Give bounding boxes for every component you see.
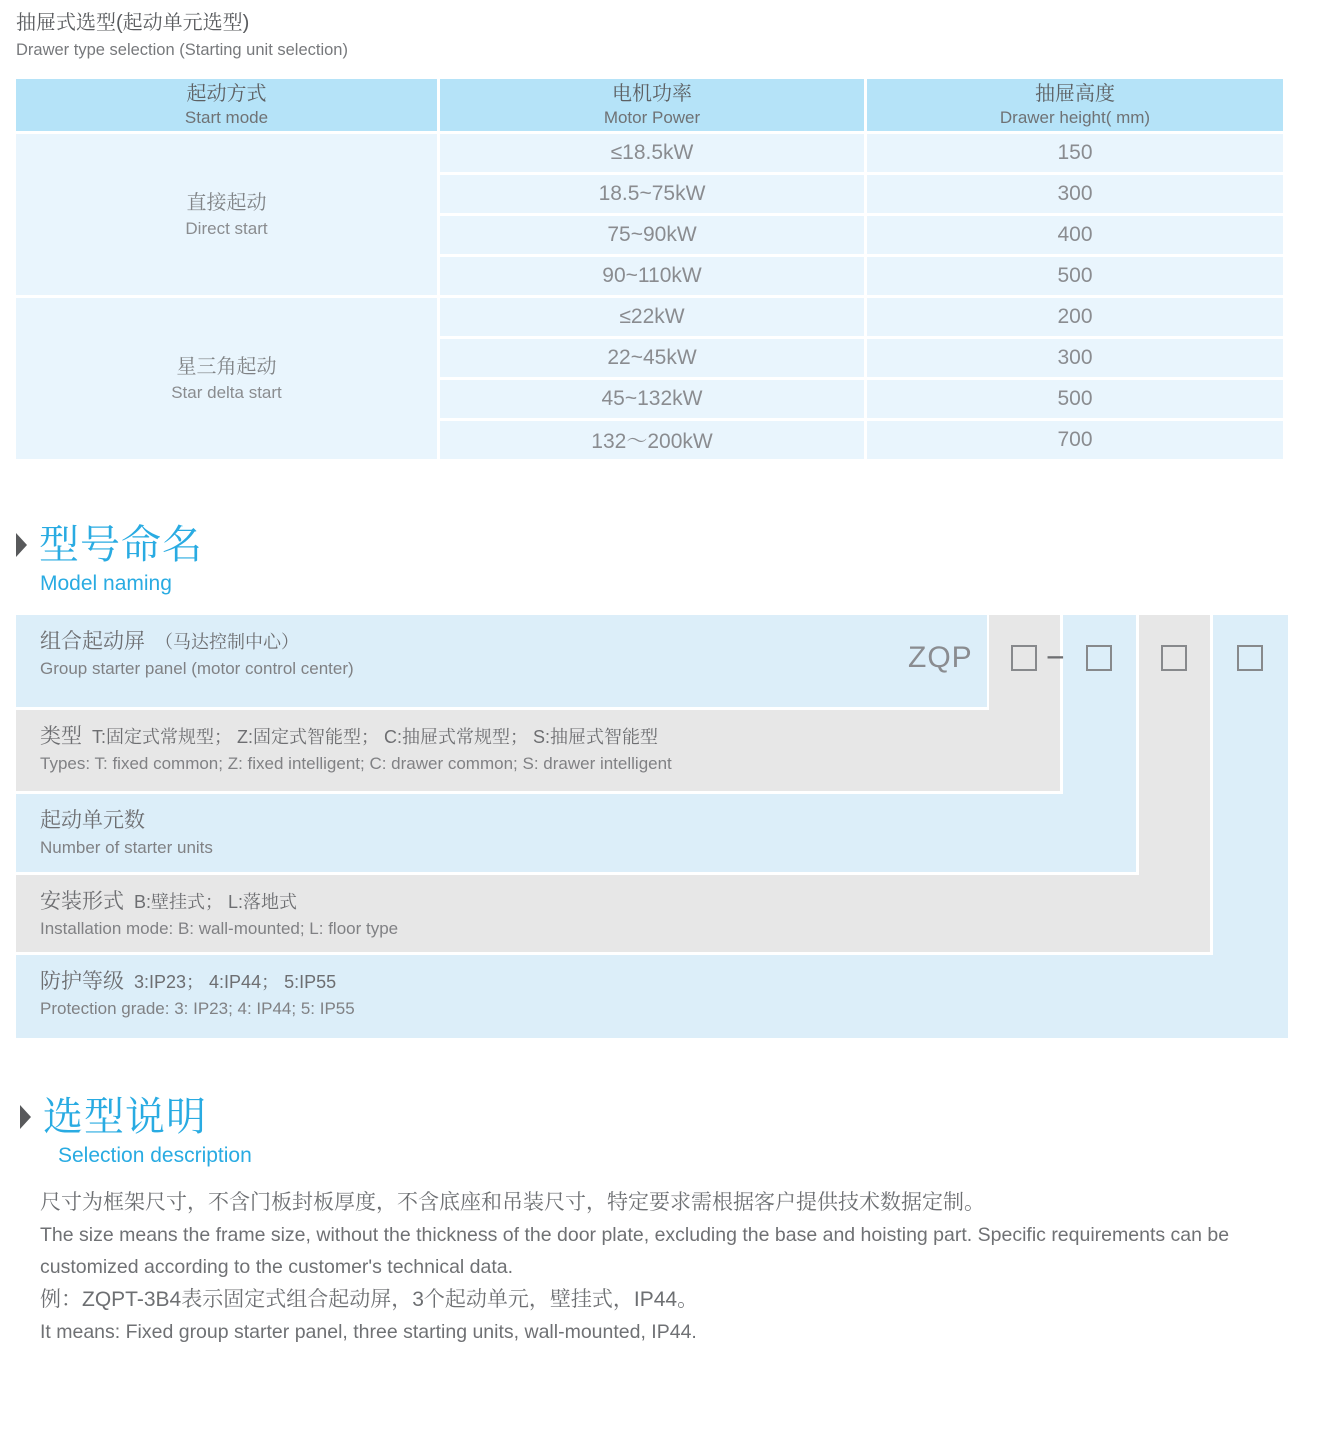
drawer-height-cell: 700 bbox=[867, 421, 1283, 459]
drawer-height-cell: 400 bbox=[867, 216, 1283, 254]
description-paragraph: It means: Fixed group starter panel, three starting units, wall-mounted, IP44. bbox=[40, 1321, 697, 1343]
motor-power-cell: 75~90kW bbox=[440, 216, 864, 254]
diagram-row-types bbox=[16, 710, 1060, 791]
header-motor-power: 电机功率 Motor Power bbox=[440, 79, 864, 131]
drawer-height-cell: 500 bbox=[867, 380, 1283, 418]
model-naming-diagram bbox=[16, 615, 1288, 1038]
selection-description-heading bbox=[20, 1094, 252, 1170]
diagram-row-installation-mode bbox=[16, 875, 1210, 952]
row-label-en: Number of starter units bbox=[40, 838, 213, 857]
drawer-height-cell: 500 bbox=[867, 257, 1283, 295]
section-title-en: Model naming bbox=[40, 572, 172, 595]
model-code-box-icon bbox=[1161, 645, 1187, 671]
row-label-zh: 安装形式 bbox=[40, 890, 124, 913]
row-label-zh-sub: （马达控制中心） bbox=[155, 632, 299, 652]
row-label-zh: 防护等级 bbox=[40, 970, 124, 993]
model-prefix: ZQP bbox=[908, 641, 973, 674]
drawer-selection-table bbox=[13, 76, 1286, 462]
drawer-height-cell: 200 bbox=[867, 298, 1283, 336]
motor-power-cell: ≤18.5kW bbox=[440, 134, 864, 172]
start-mode-direct-cell: 直接起动 Direct start bbox=[16, 134, 437, 295]
row-label-en: Group starter panel (motor control center) bbox=[40, 659, 354, 678]
drawer-height-cell: 150 bbox=[867, 134, 1283, 172]
model-code-box-icon bbox=[1011, 645, 1037, 671]
model-code-dash: − bbox=[1046, 639, 1065, 675]
row-label-zh: 起动单元数 bbox=[40, 809, 145, 832]
motor-power-cell: 22~45kW bbox=[440, 339, 864, 377]
row-label-en: Installation mode: B: wall-mounted; L: floor type bbox=[40, 919, 399, 938]
section-marker-icon bbox=[16, 533, 27, 557]
row-label-zh-sub: T:固定式常规型； Z:固定式智能型； C:抽屉式常规型； S:抽屉式智能型 bbox=[92, 727, 659, 747]
section-title-zh: 选型说明 bbox=[43, 1095, 207, 1139]
drawer-height-cell: 300 bbox=[867, 175, 1283, 213]
row-label-zh-sub: 3:IP23； 4:IP44； 5:IP55 bbox=[134, 972, 337, 992]
start-mode-star-delta-cell: 星三角起动 Star delta start bbox=[16, 298, 437, 459]
row-label-en: Protection grade: 3: IP23; 4: IP44; 5: IP55 bbox=[40, 999, 355, 1018]
section-title-zh: 型号命名 bbox=[39, 523, 203, 567]
description-paragraph: 尺寸为框架尺寸，不含门板封板厚度，不含底座和吊装尺寸，特定要求需根据客户提供技术数据定制。 bbox=[40, 1191, 985, 1214]
section-marker-icon bbox=[20, 1105, 31, 1129]
row-label-en: Types: T: fixed common; Z: fixed intelligent; C: drawer common; S: drawer intelligent bbox=[40, 754, 672, 773]
table-row bbox=[16, 134, 1283, 172]
motor-power-cell: 90~110kW bbox=[440, 257, 864, 295]
motor-power-cell: 18.5~75kW bbox=[440, 175, 864, 213]
row-label-zh-sub: B:壁挂式； L:落地式 bbox=[134, 892, 298, 912]
diagram-row-group-starter-panel bbox=[16, 615, 987, 707]
model-naming-heading bbox=[16, 522, 203, 598]
diagram-row-starter-units bbox=[16, 794, 1136, 872]
model-code-box-icon bbox=[1237, 645, 1263, 671]
motor-power-cell: 132～200kW bbox=[440, 421, 864, 459]
model-code-box-icon bbox=[1086, 645, 1112, 671]
drawer-height-cell: 300 bbox=[867, 339, 1283, 377]
diagram-row-protection-grade bbox=[16, 955, 1288, 1038]
motor-power-cell: ≤22kW bbox=[440, 298, 864, 336]
motor-power-cell: 45~132kW bbox=[440, 380, 864, 418]
page-title-en: Drawer type selection (Starting unit selection) bbox=[16, 41, 348, 59]
header-start-mode: 起动方式 Start mode bbox=[16, 79, 437, 131]
page-title bbox=[16, 8, 348, 62]
table-header-row bbox=[16, 79, 1283, 131]
row-label-zh: 组合起动屏 bbox=[40, 630, 145, 653]
header-drawer-height: 抽屉高度 Drawer height( mm) bbox=[867, 79, 1283, 131]
description-paragraph: 例：ZQPT-3B4表示固定式组合起动屏，3个起动单元，壁挂式，IP44。 bbox=[40, 1288, 699, 1311]
table-row bbox=[16, 298, 1283, 336]
section-title-en: Selection description bbox=[58, 1144, 252, 1167]
selection-description-text bbox=[40, 1186, 1292, 1348]
description-paragraph: The size means the frame size, without the thickness of the door plate, excluding the base and hoisting part. Specific requirements can be customized according to the customer's technical data. bbox=[40, 1224, 1230, 1278]
row-label-zh: 类型 bbox=[40, 725, 82, 748]
page-title-zh: 抽屉式选型(起动单元选型) bbox=[16, 12, 250, 34]
